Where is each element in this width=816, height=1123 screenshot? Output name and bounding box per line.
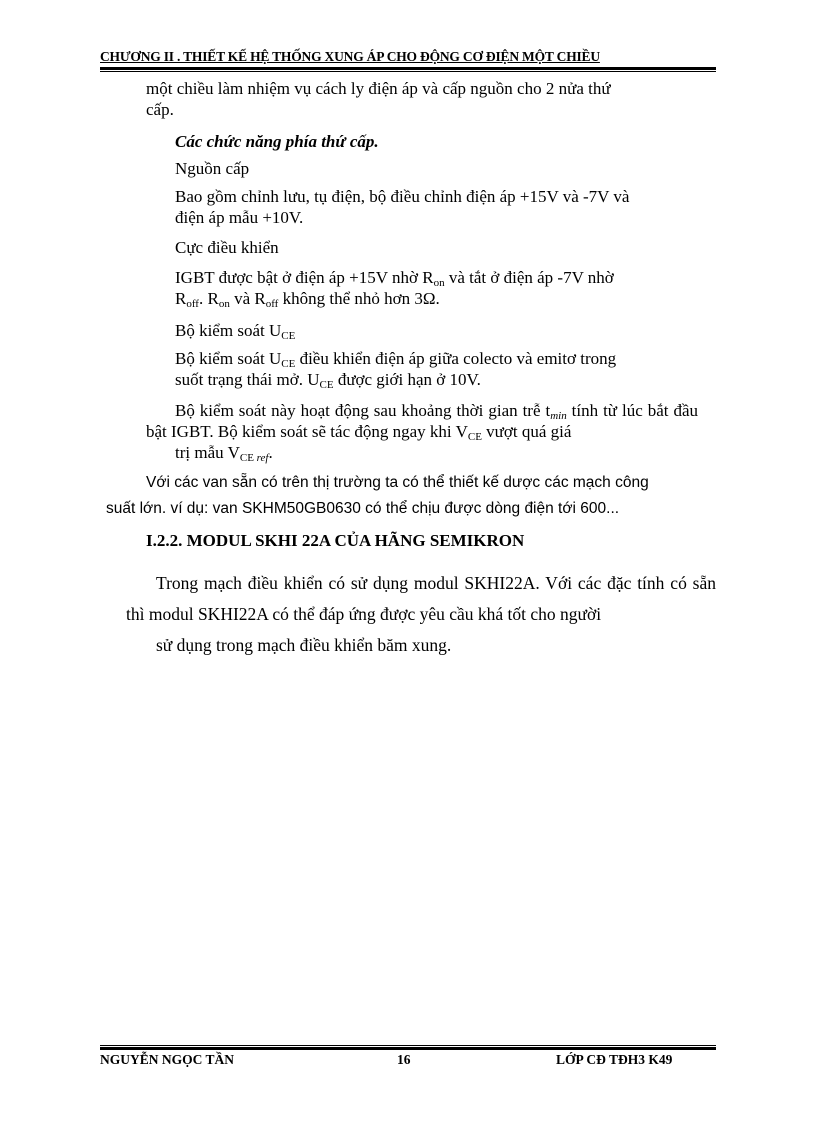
header-rule-thin: [100, 71, 716, 72]
paragraph-line: Bao gồm chỉnh lưu, tụ điện, bộ điều chỉnh điện áp +15V và -7V và: [175, 187, 630, 206]
page-number: 16: [397, 1052, 411, 1067]
paragraph-uce-monitor: Bộ kiểm soát $U_{CE}$ điều khiển điện áp giữa colecto và emitơ trong suốt trạng thái mở. $U_{CE}$ được giới hạn ở 10V.: [175, 349, 617, 391]
subheading-secondary-functions: Các chức năng phía thứ cấp.: [175, 132, 379, 151]
paragraph-line: một chiều làm nhiệm vụ cách ly điện áp và cấp nguồn cho 2 nửa thứ: [146, 79, 611, 98]
paragraph-delay: Bộ kiểm soát này hoạt động sau khoảng thời gian trễ $t_{min}$ tính từ lúc bắt đầu bật IGBT. Bộ kiểm soát sẽ tác động ngay khi $V_{CE}$ vượt quá giá trị mẫu $V_{CE ref}$.: [146, 401, 698, 464]
paragraph-igbt: IGBT được bật ở điện áp +15V nhờ $R_{on}$ và tắt ở điện áp -7V nhờ $R_{off}$. $R_{on}$ và $R_{off}$ không thể nhỏ hơn 3Ω.: [175, 268, 614, 310]
paragraph-van: [106, 470, 716, 522]
footer-class: LỚP CĐ TĐH3 K49: [556, 1052, 673, 1067]
footer-author: NGUYỄN NGỌC TẦN: [100, 1052, 235, 1067]
paragraph-line: Với các van sẵn có trên thị trường ta có thể thiết kế dược các mạch công: [146, 474, 649, 491]
paragraph-line: điện áp mẫu +10V.: [175, 208, 304, 227]
paragraph-isolation: [146, 78, 698, 120]
label-uce-monitor: Bộ kiểm soát $U_{CE}$: [175, 321, 296, 342]
chapter-title: CHƯƠNG II . THIẾT KẾ HỆ THỐNG XUNG ÁP CHO ĐỘNG CƠ ĐIỆN MỘT CHIỀU: [100, 49, 600, 64]
paragraph-line: suất lớn. ví dụ: van SKHM50GB0630 có thể chịu được dòng điện tới 600...: [106, 500, 620, 517]
label-gate: Cực điều khiển: [175, 238, 279, 257]
header-rule-thick: [100, 67, 716, 70]
label-power-supply: Nguồn cấp: [175, 159, 250, 178]
footer-rule-thin: [100, 1045, 716, 1046]
footer-rule-thick: [100, 1047, 716, 1050]
section-heading: I.2.2. MODUL SKHI 22A CỦA HÃNG SEMIKRON: [146, 531, 525, 550]
paragraph-line: cấp.: [146, 100, 174, 119]
paragraph-modul: Trong mạch điều khiển có sử dụng modul SKHI22A. Với các đặc tính có sẵn thì modul SKHI22A có thể đáp ứng được yêu cầu khá tốt cho người sử dụng trong mạch điều khiển băm xung.: [126, 573, 716, 655]
paragraph-power-supply: [146, 186, 698, 228]
